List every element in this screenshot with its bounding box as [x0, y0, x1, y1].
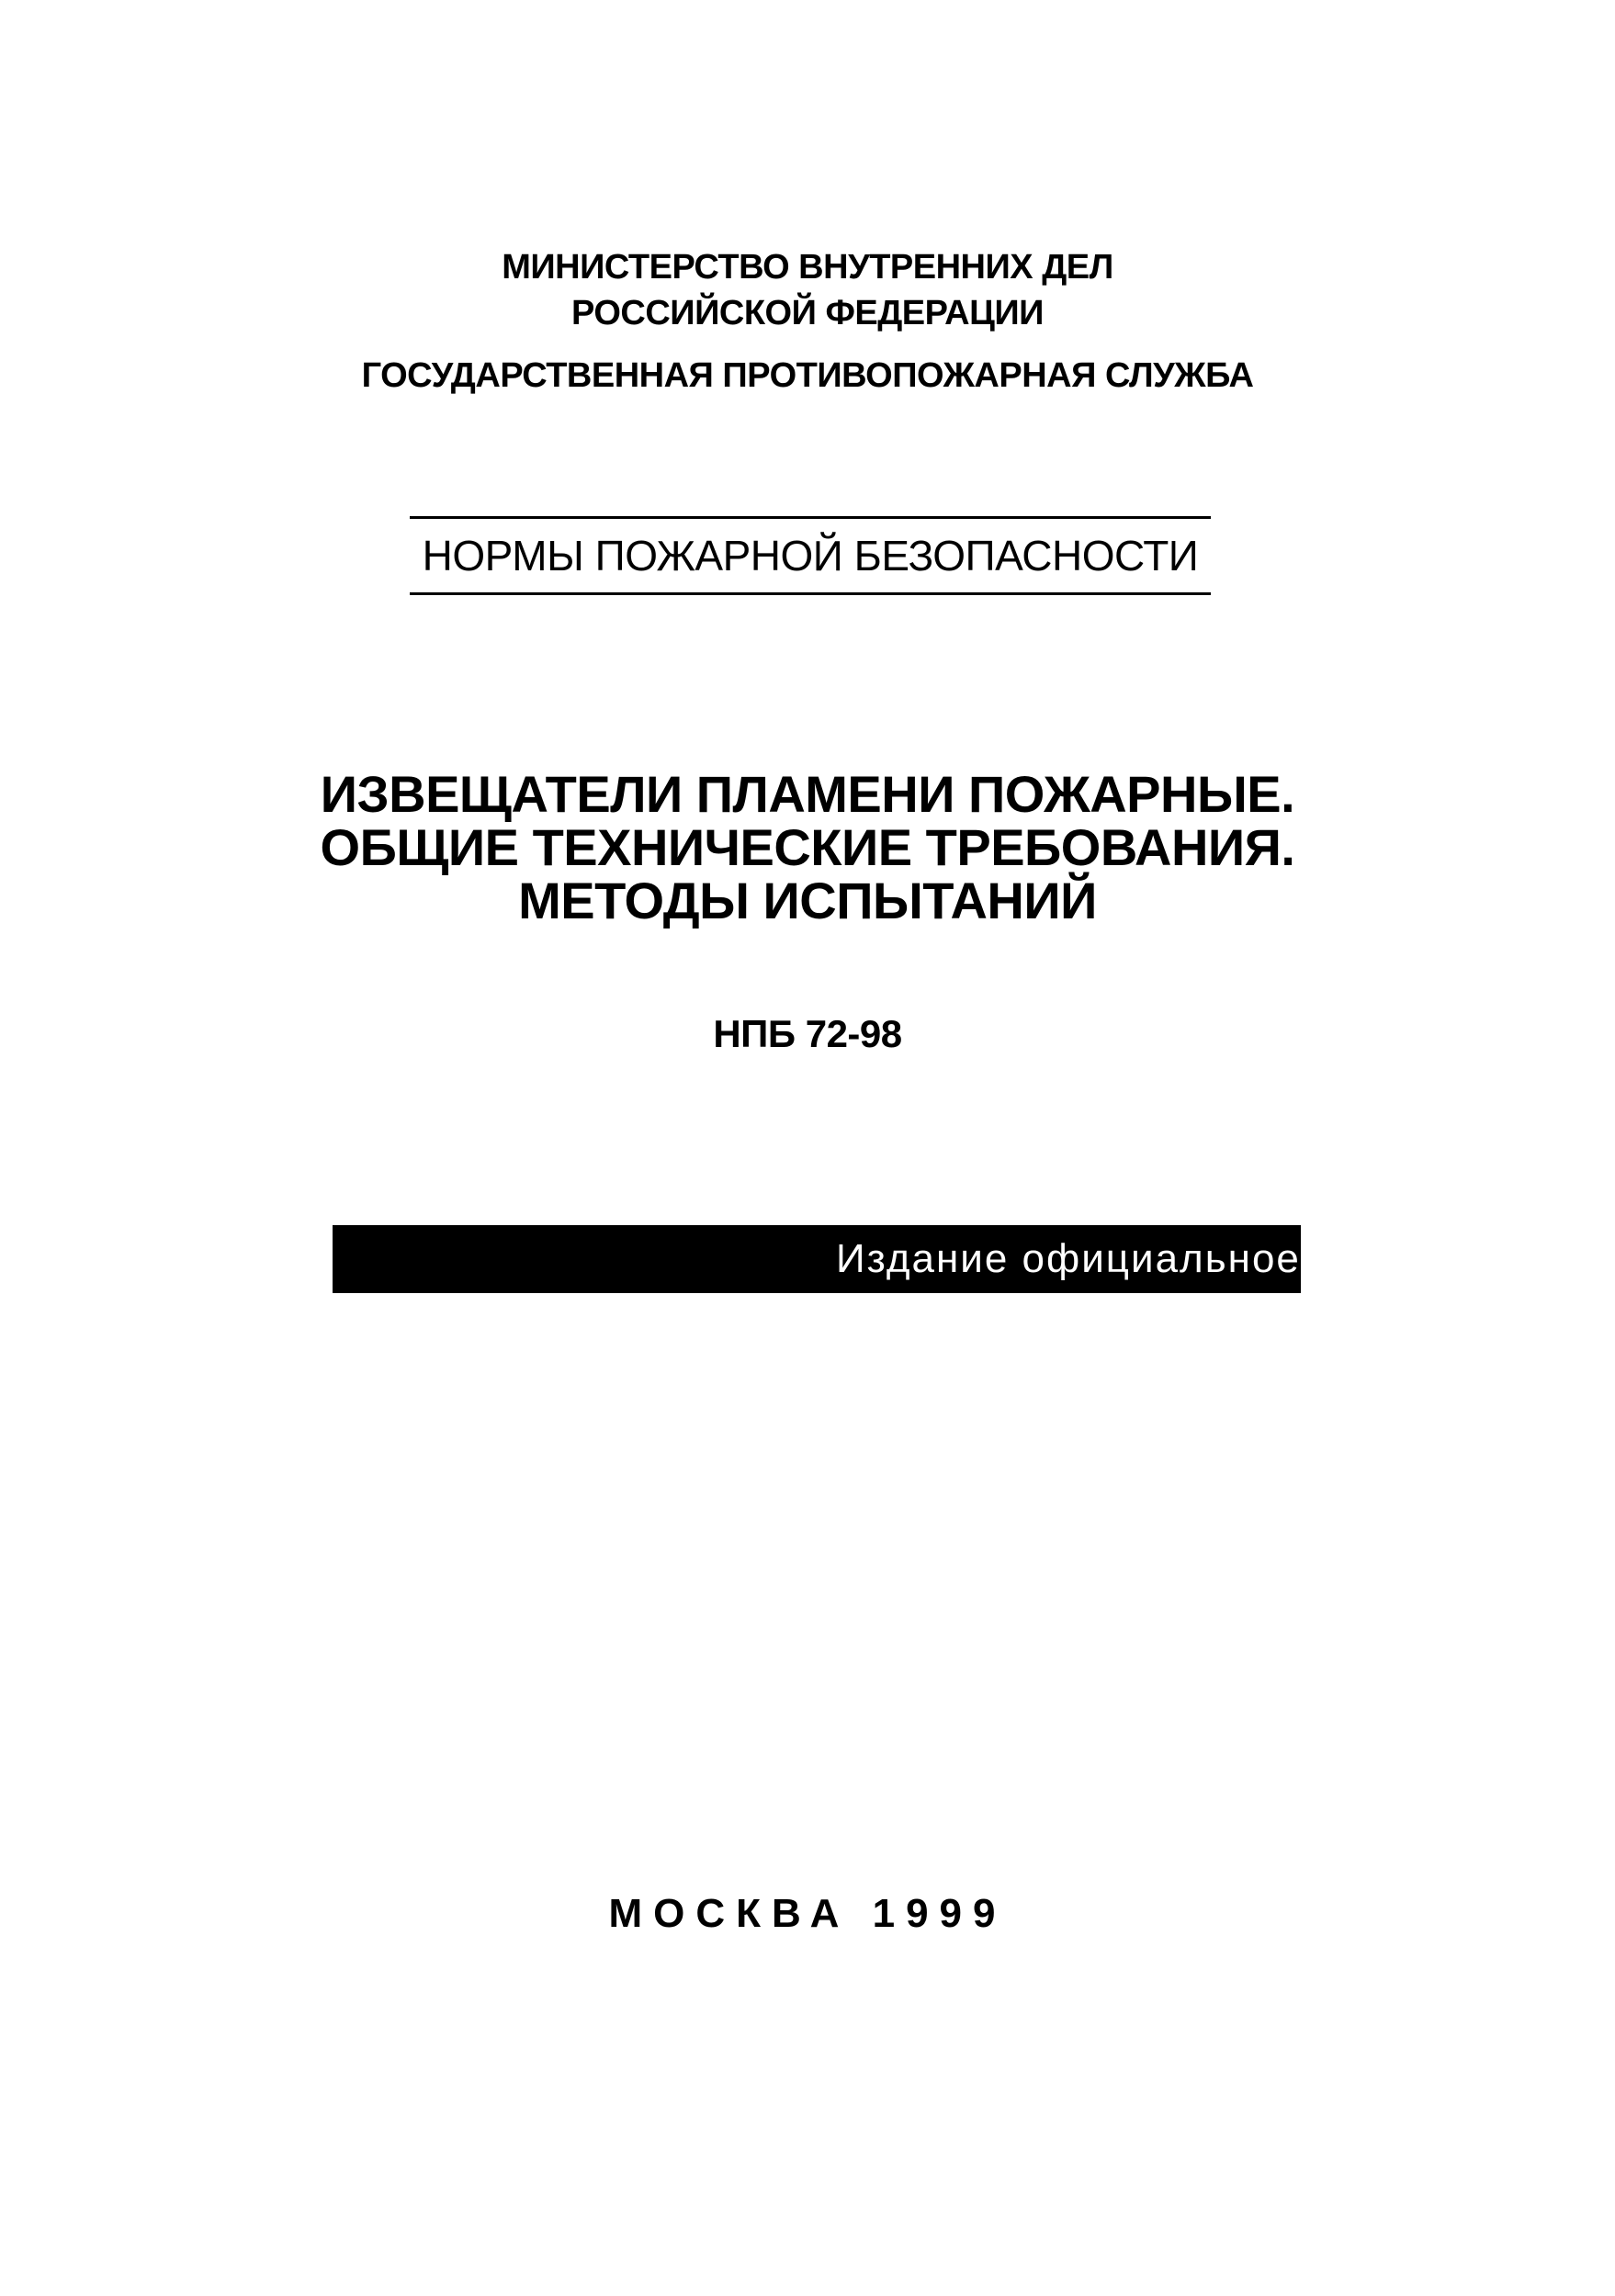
- title-line-1: ИЗВЕЩАТЕЛИ ПЛАМЕНИ ПОЖАРНЫЕ.: [320, 765, 1295, 823]
- title-line-3: МЕТОДЫ ИСПЫТАНИЙ: [518, 872, 1097, 929]
- document-title: [0, 765, 1615, 929]
- city-year: МОСКВА 1999: [608, 1891, 1007, 1936]
- edition-label: Издание официальное: [836, 1236, 1301, 1281]
- edition-banner: [333, 1225, 1301, 1293]
- ministry-line-2: РОССИЙСКОЙ ФЕДЕРАЦИИ: [570, 294, 1044, 332]
- series-label: НОРМЫ ПОЖАРНОЙ БЕЗОПАСНОСТИ: [422, 532, 1199, 580]
- title-line-2: ОБЩИЕ ТЕХНИЧЕСКИЕ ТРЕБОВАНИЯ.: [320, 818, 1295, 876]
- series-label-box: [410, 516, 1211, 595]
- service-heading: ГОСУДАРСТВЕННАЯ ПРОТИВОПОЖАРНАЯ СЛУЖБА: [361, 356, 1254, 395]
- document-code: НПБ 72-98: [713, 1012, 902, 1055]
- ministry-heading: [0, 244, 1615, 336]
- ministry-line-1: МИНИСТЕРСТВО ВНУТРЕННИХ ДЕЛ: [502, 248, 1113, 287]
